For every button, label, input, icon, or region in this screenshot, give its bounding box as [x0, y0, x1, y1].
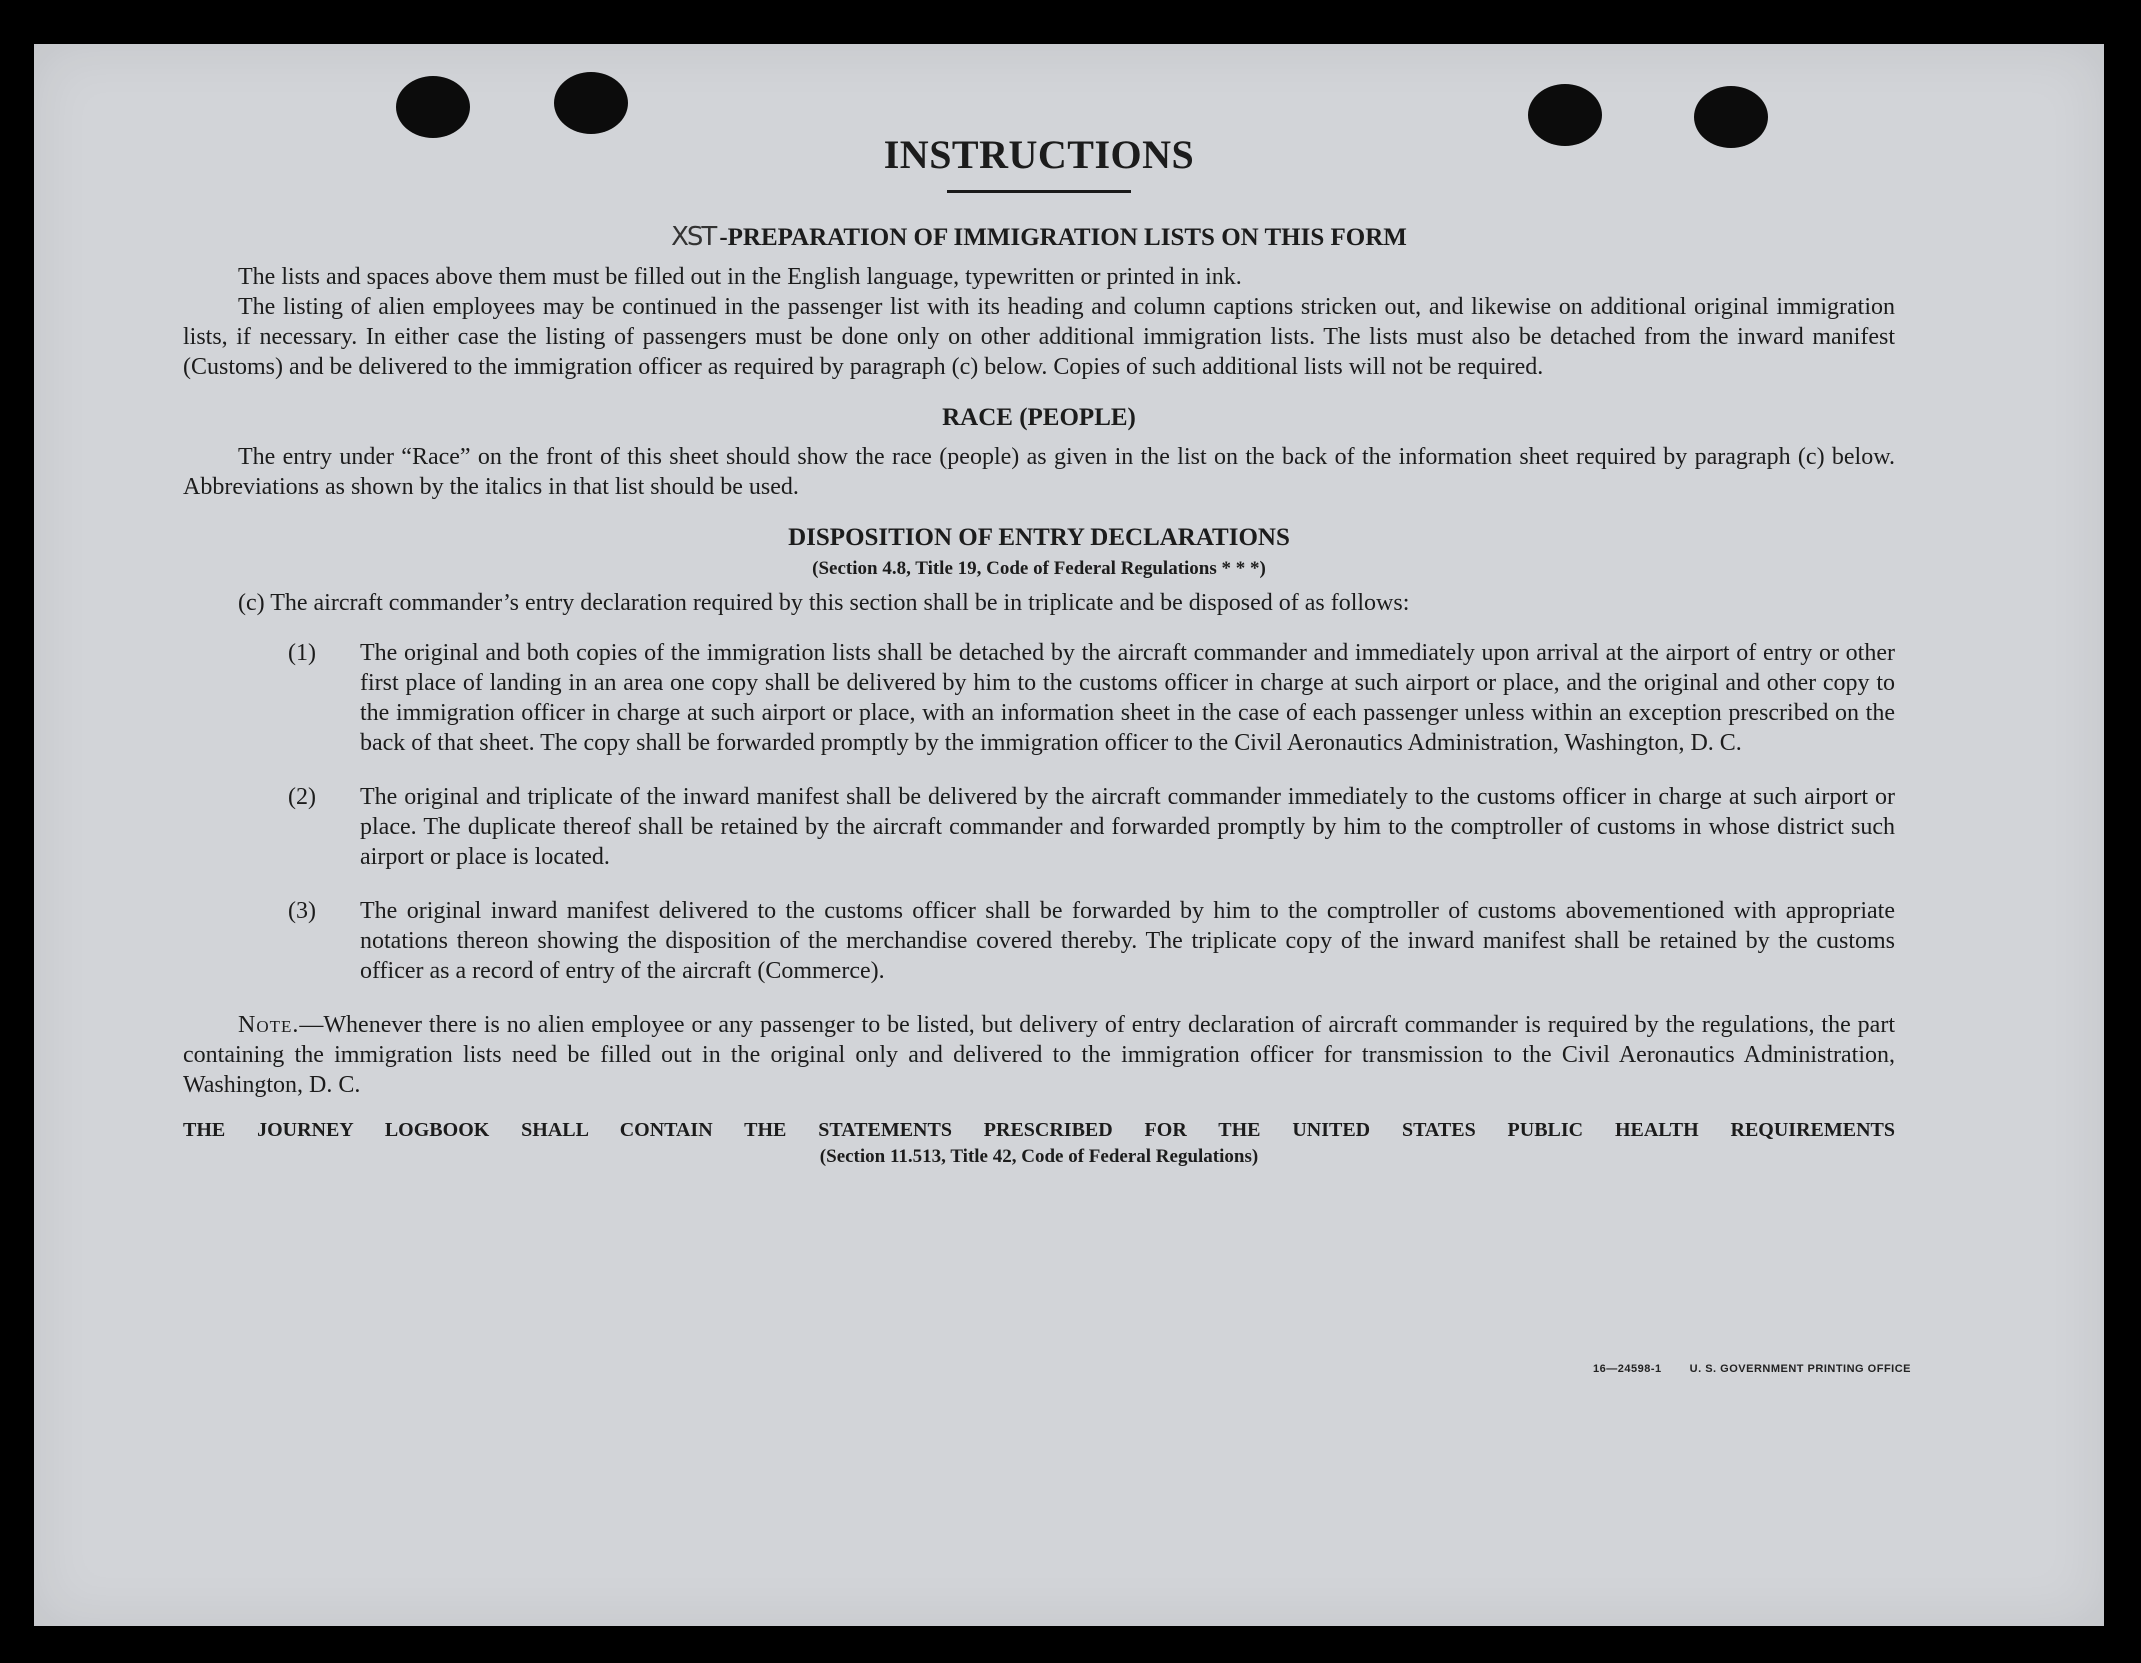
form-number: 16—24598-1 — [1593, 1363, 1662, 1375]
section-heading-disposition: DISPOSITION OF ENTRY DECLARATIONS — [788, 524, 1290, 551]
section-heading-race: RACE (PEOPLE) — [942, 404, 1136, 431]
citation-section-4-8: (Section 4.8, Title 19, Code of Federal Regulations * * *) — [812, 558, 1266, 579]
citation-section-11-513: (Section 11.513, Title 42, Code of Federal Regulations) — [819, 1146, 1259, 1167]
page-title: INSTRUCTIONS — [883, 132, 1195, 177]
title-underline — [947, 190, 1131, 193]
handwritten-mark: XST — [671, 222, 716, 252]
paragraph-note — [183, 1010, 1895, 1100]
note-label: Note. — [238, 1012, 300, 1038]
punch-hole — [396, 76, 470, 138]
paragraph-alien-employees: The listing of alien employees may be continued in the passenger list with its heading and column captions stricken out, and likewise on additional original immigration lists, if necessary. In either case the listing of passengers must be done only on other additional immigration lists. The lists must also be detached from the inward manifest (Customs) and be delivered to the immigration officer as required by paragraph (c) below. Copies of such additional lists will not be required. — [183, 294, 1895, 380]
printer-name: U. S. GOVERNMENT PRINTING OFFICE — [1689, 1363, 1911, 1375]
list-item — [183, 896, 1895, 986]
instructions-content — [183, 130, 1895, 1170]
list-item-text: The original inward manifest delivered to the customs officer shall be forwarded by him to the comptroller of customs abovementioned with appropriate notations thereon showing the disposition of the merchandise covered thereby. The triplicate copy of the inward manifest shall be retained by the customs officer as a record of entry of the aircraft (Commerce). — [360, 898, 1895, 984]
note-text: —Whenever there is no alien employee or any passenger to be listed, but delivery of entry declaration of aircraft commander is required by the regulations, the part containing the immigration lists need be filled out in the original only and delivered to the immigration officer for transmission to the Civil Aeronautics Administration, Washington, D. C. — [183, 1012, 1895, 1098]
paragraph-language: The lists and spaces above them must be filled out in the English language, typewritten or printed in ink. — [238, 264, 1242, 290]
punch-hole — [554, 72, 628, 134]
section-heading-preparation — [183, 221, 1895, 254]
list-item-text: The original and triplicate of the inward manifest shall be delivered by the aircraft commander immediately to the customs officer in charge at such airport or place. The duplicate thereof shall be retained by the aircraft commander and forwarded promptly by him to the comptroller of customs in whose district such airport or place is located. — [360, 784, 1895, 870]
section-heading-text: -PREPARATION OF IMMIGRATION LISTS ON THIS FORM — [719, 224, 1407, 251]
list-item — [183, 782, 1895, 872]
list-item-number: (2) — [288, 784, 316, 810]
list-item-number: (1) — [288, 640, 316, 666]
closing-statement: THE JOURNEY LOGBOOK SHALL CONTAIN THE STATEMENTS PRESCRIBED FOR THE UNITED STATES PUBLIC HEALTH REQUIREMENTS — [183, 1119, 1895, 1141]
list-item-text: The original and both copies of the immigration lists shall be detached by the aircraft commander and immediately upon arrival at the airport of entry or other first place of landing in an area one copy shall be delivered by him to the customs officer in charge at such airport or place, and the original and other copy to the immigration officer in charge at such airport or place, with an information sheet in the case of each passenger unless within an exception prescribed on the back of that sheet. The copy shall be forwarded promptly by the immigration officer to the Civil Aeronautics Administration, Washington, D. C. — [360, 640, 1895, 756]
printer-imprint — [1593, 1363, 1911, 1375]
list-item-number: (3) — [288, 898, 316, 924]
paragraph-disposition-intro: (c) The aircraft commander’s entry declaration required by this section shall be in triplicate and be disposed of as follows: — [238, 590, 1410, 616]
list-item — [183, 638, 1895, 758]
paragraph-race: The entry under “Race” on the front of this sheet should show the race (people) as given in the list on the back of the information sheet required by paragraph (c) below. Abbreviations as shown by the italics in that list should be used. — [183, 444, 1895, 500]
